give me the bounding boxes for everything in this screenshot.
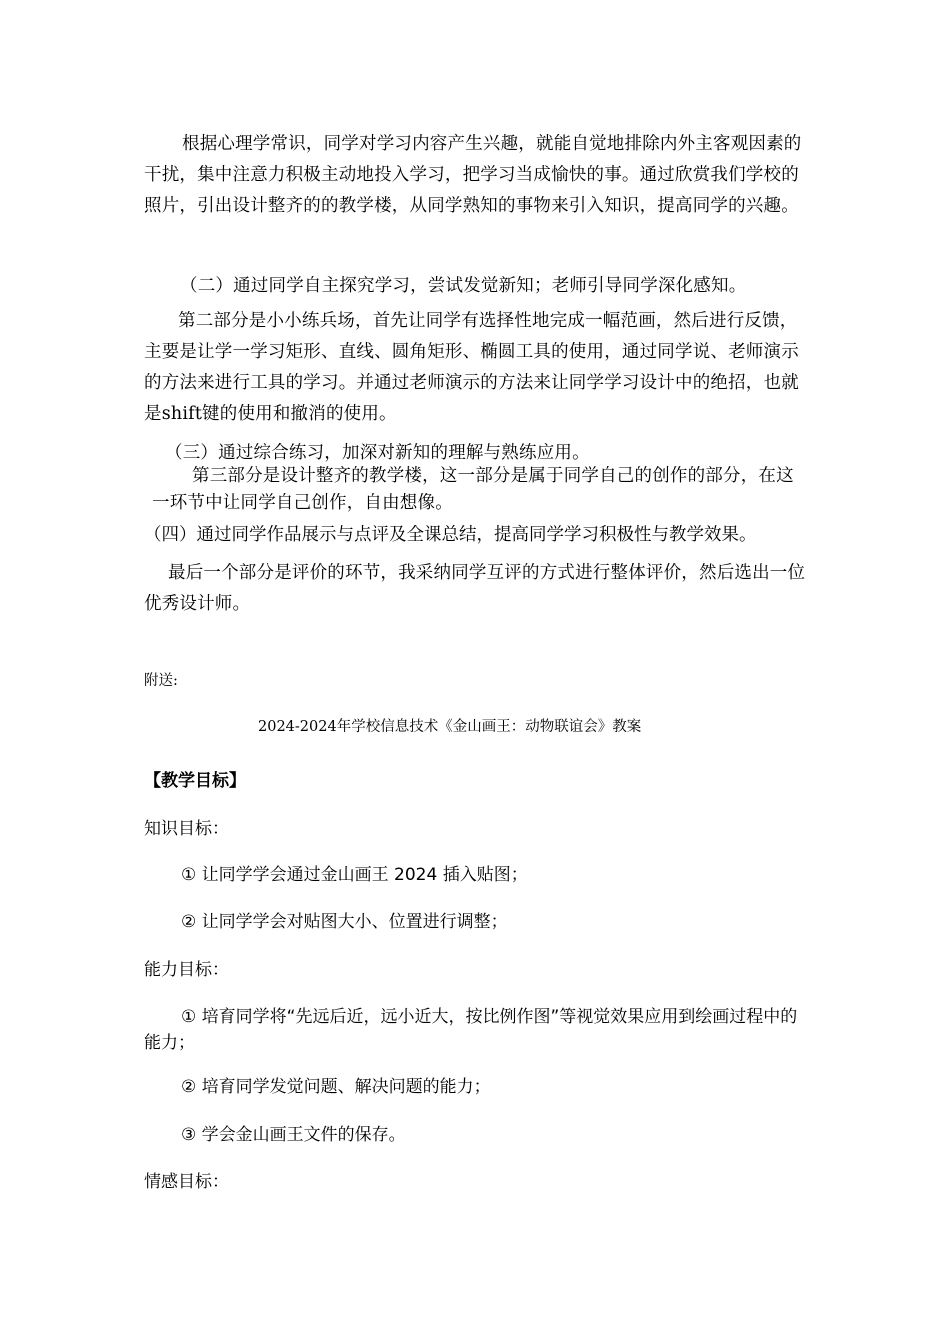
appendix-label: 附送: bbox=[144, 673, 178, 689]
paragraph-part-two: 第二部分是小小练兵场，首先让同学有选择性地完成一幅范画，然后进行反馈，主要是让学一学习矩形、直线、圆角矩形、椭圆工具的使用，通过同学说、老师演示的方法来进行工具的学习。并通过老师演示的方法来让同学学习设计中的绝招，也就是shift键的使用和撤消的使用。 bbox=[144, 311, 799, 424]
teaching-goals-heading: 【教学目标】 bbox=[144, 771, 246, 791]
paragraph-part-four: 最后一个部分是评价的环节，我采纳同学互评的方式进行整体评价，然后选出一位优秀设计师。 bbox=[144, 563, 806, 614]
appendix-title: 2024-2024年学校信息技术《金山画王：动物联谊会》教案 bbox=[258, 719, 642, 735]
subheading-three: （三）通过综合练习，加深对新知的理解与熟练应用。 bbox=[165, 443, 590, 463]
ability-goal-item: ① 培育同学将“先远后近，远小近大，按比例作图”等视觉效果应用到绘画过程中的能力； bbox=[144, 1007, 798, 1053]
ability-goal-item: ③ 学会金山画王文件的保存。 bbox=[181, 1125, 406, 1145]
knowledge-goal-item: ② 让同学学会对贴图大小、位置进行调整； bbox=[181, 912, 508, 932]
subheading-two: （二）通过同学自主探究学习，尝试发觉新知；老师引导同学深化感知。 bbox=[180, 276, 747, 296]
ability-goal-item: ② 培育同学发觉问题、解决问题的能力； bbox=[181, 1077, 491, 1097]
paragraph-part-three: 第三部分是设计整齐的教学楼，这一部分是属于同学自己的创作的部分，在这一环节中让同学自己创作，自由想像。 bbox=[152, 466, 794, 513]
ability-goals-label: 能力目标： bbox=[144, 960, 229, 980]
subheading-four: （四）通过同学作品展示与点评及全课总结，提高同学学习积极性与教学效果。 bbox=[144, 525, 757, 545]
emotion-goals-label: 情感目标： bbox=[144, 1172, 229, 1192]
knowledge-goal-item: ① 让同学学会通过金山画王 2024 插入贴图； bbox=[181, 865, 528, 885]
knowledge-goals-label: 知识目标： bbox=[144, 819, 229, 839]
paragraph-interest: 根据心理学常识，同学对学习内容产生兴趣，就能自觉地排除内外主客观因素的干扰，集中注意力积极主动地投入学习，把学习当成愉快的事。通过欣赏我们学校的照片，引出设计整齐的的教学楼，从同学熟知的事物来引入知识，提高同学的兴趣。 bbox=[144, 134, 802, 216]
